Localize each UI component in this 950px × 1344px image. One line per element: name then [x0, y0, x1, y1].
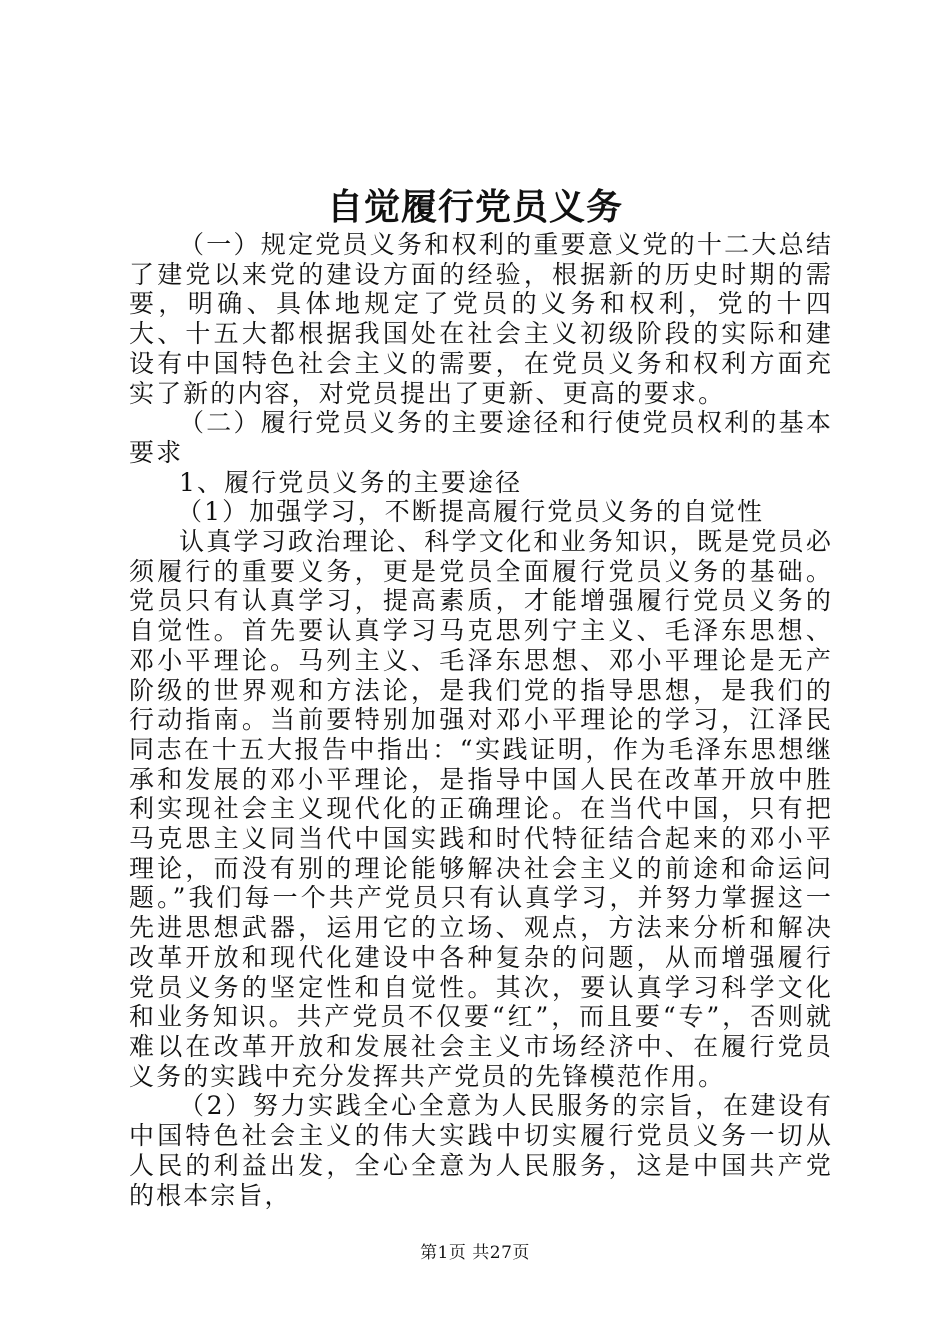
document-body — [129, 230, 833, 1210]
paragraph-section-two-heading: （二）履行党员义务的主要途径和行使党员权利的基本要求 — [129, 408, 833, 467]
paragraph-study-heading: （1）加强学习，不断提高履行党员义务的自觉性 — [177, 497, 765, 527]
paragraph-study-body: 认真学习政治理论、科学文化和业务知识，既是党员必须履行的重要义务，更是党员全面履行党员义务的基础。党员只有认真学习，提高素质，才能增强履行党员义务的自觉性。首先要认真学习马克思列宁主义、毛泽东思想、邓小平理论。马列主义、毛泽东思想、邓小平理论是无产阶级的世界观和方法论，是我们党的指导思想，是我们的行动指南。当前要特别加强对邓小平理论的学习，江泽民同志在十五大报告中指出：“实践证明，作为毛泽东思想继承和发展的邓小平理论，是指导中国人民在改革开放中胜利实现社会主义现代化的正确理论。在当代中国，只有把马克思主义同当代中国实践和时代特征结合起来的邓小平理论，而没有别的理论能够解决社会主义的前途和命运问题。”我们每一个共产党员只有认真学习，并努力掌握这一先进思想武器，运用它的立场、观点，方法来分析和解决改革开放和现代化建设中各种复杂的问题，从而增强履行党员义务的坚定性和自觉性。其次，要认真学习科学文化和业务知识。共产党员不仅要“红”，而且要“专”，否则就难以在改革开放和发展社会主义市场经济中、在履行党员义务的实践中充分发挥共产党员的先锋模范作用。 — [129, 527, 833, 1091]
paragraph-main-approaches-heading: 1、履行党员义务的主要途径 — [179, 467, 523, 497]
paragraph-serve-people: （2）努力实践全心全意为人民服务的宗旨，在建设有中国特色社会主义的伟大实践中切实履行党员义务一切从人民的利益出发，全心全意为人民服务，这是中国共产党的根本宗旨， — [129, 1091, 833, 1210]
document-title: 自觉履行党员义务 — [326, 186, 623, 228]
page-footer: 第1页 共27页 — [420, 1243, 530, 1263]
paragraph-significance: （一）规定党员义务和权利的重要意义党的十二大总结了建党以来党的建设方面的经验，根据新的历史时期的需要，明确、具体地规定了党员的义务和权利，党的十四大、十五大都根据我国处在社会主义初级阶段的实际和建设有中国特色社会主义的需要，在党员义务和权利方面充实了新的内容，对党员提出了更新、更高的要求。 — [129, 230, 833, 408]
